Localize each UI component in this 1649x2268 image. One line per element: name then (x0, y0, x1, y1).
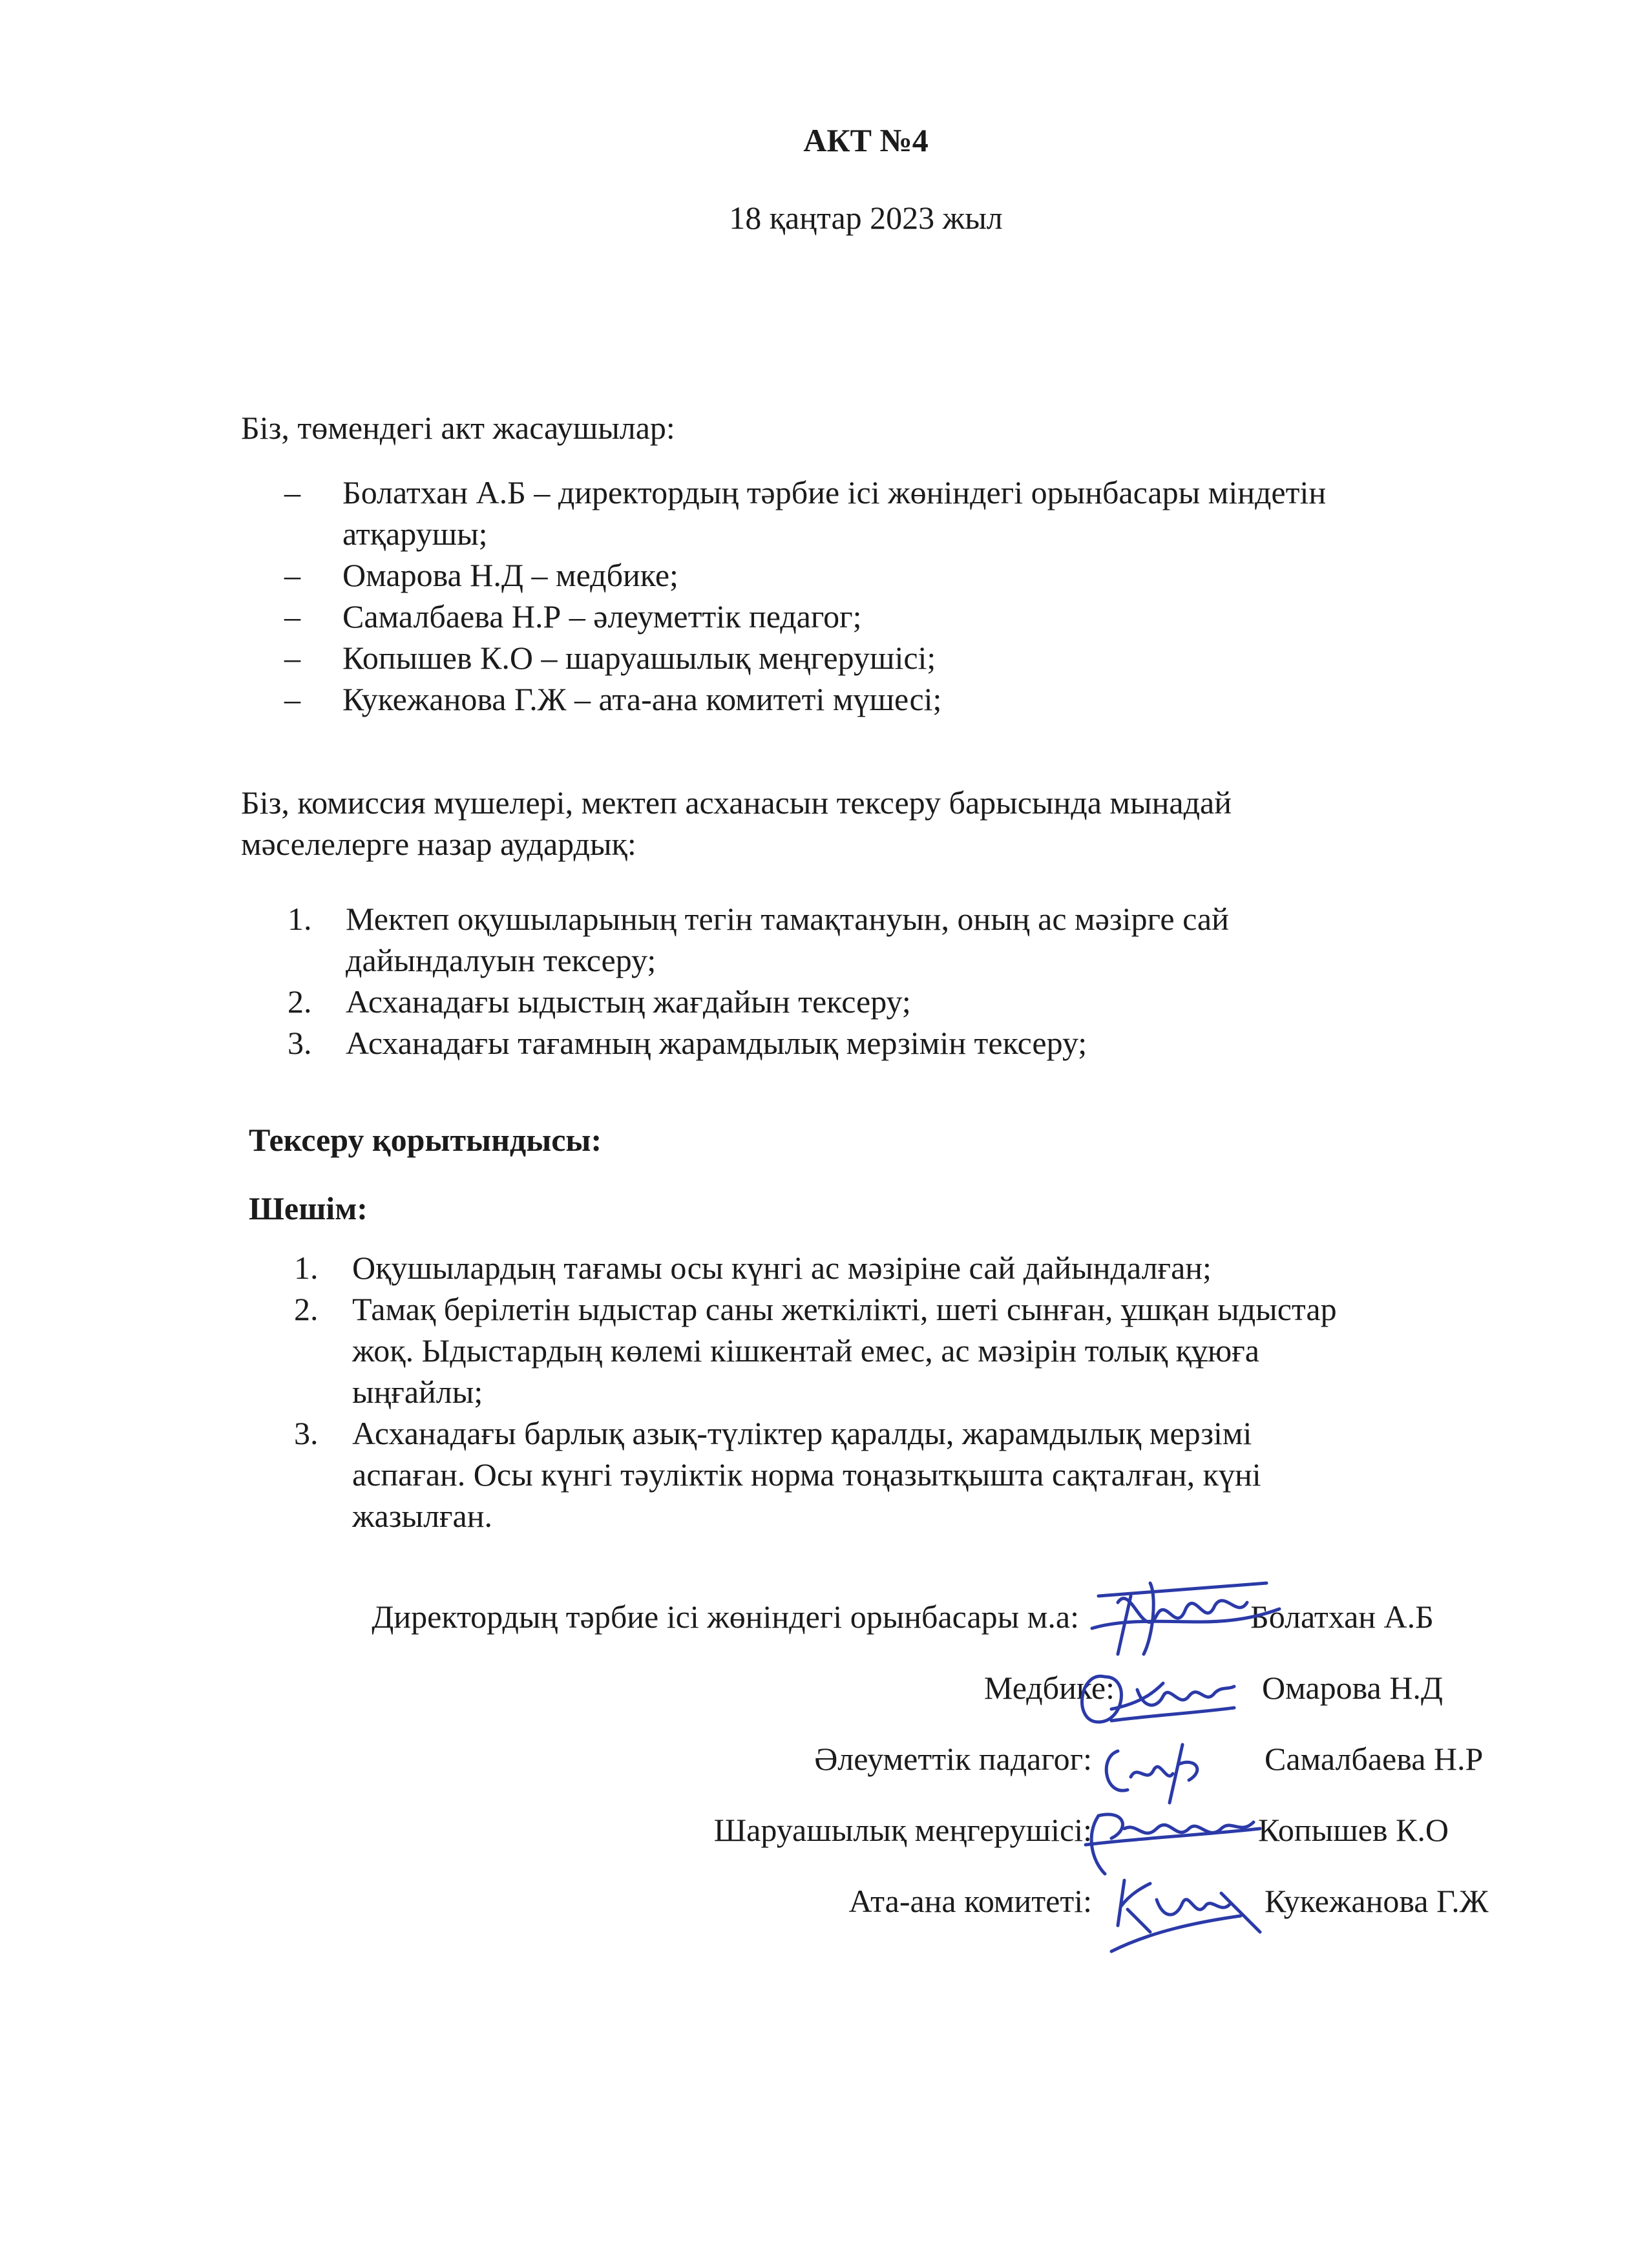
issue-item (288, 981, 1229, 1022)
signature-role-row (0, 1880, 1092, 1932)
signature-role-row (0, 1738, 1092, 1790)
issue-line: Асханадағы тағамның жарамдылық мерзімін тексеру; (346, 1025, 1087, 1061)
decisions-list (294, 1247, 1337, 1537)
signatory-name: Кукежанова Г.Ж (1265, 1883, 1489, 1919)
decision-item (294, 1247, 1337, 1288)
issue-line: дайындалуын тексеру; (346, 942, 656, 978)
decision-heading: Шешім: (249, 1190, 368, 1226)
member-item (284, 678, 1326, 720)
document-date: 18 қаңтар 2023 жыл (729, 200, 1003, 236)
issue-number: 1. (288, 901, 312, 937)
signatory-name: Омарова Н.Д (1262, 1670, 1443, 1706)
commission-line: мәселелерге назар аудардық: (241, 826, 636, 862)
issue-line: Асханадағы ыдыстың жағдайын тексеру; (346, 983, 911, 1020)
member-item (284, 472, 1326, 554)
member-line: Копышев К.О – шаруашылық меңгерушісі; (342, 640, 936, 676)
decision-number: 3. (294, 1415, 319, 1451)
signature-role: Әлеуметтік падагог: (814, 1741, 1092, 1777)
decision-number: 2. (294, 1291, 319, 1327)
members-list (284, 472, 1326, 720)
decision-line: ыңғайлы; (352, 1374, 483, 1410)
document-title: АКТ №4 (803, 122, 929, 158)
issues-list (288, 898, 1229, 1064)
signatory-name: Болатхан А.Б (1250, 1599, 1434, 1635)
signature-role: Ата-ана комитеті: (848, 1883, 1092, 1919)
decision-line: жазылған. (352, 1498, 492, 1534)
decision-line: аспаған. Осы күнгі тәуліктік норма тоңазытқышта сақталған, күні (352, 1456, 1261, 1493)
list-dash: – (284, 640, 300, 676)
signature-role: Шаруашылық меңгерушісі: (713, 1812, 1092, 1848)
list-dash: – (284, 598, 300, 635)
intro-text: Біз, төмендегі акт жасаушылар: (241, 410, 675, 446)
decision-item (294, 1412, 1337, 1537)
decision-line: Асханадағы барлық азық-түліктер қаралды, жарамдылық мерзімі (352, 1415, 1252, 1451)
signature-role: Директордың тәрбие ісі жөніндегі орынбасары м.а: (372, 1599, 1079, 1635)
signature-role-row (0, 1667, 1115, 1719)
signatory-name: Самалбаева Н.Р (1265, 1741, 1484, 1777)
decision-number: 1. (294, 1250, 319, 1286)
member-line: Омарова Н.Д – медбике; (342, 557, 678, 593)
results-heading: Тексеру қорытындысы: (249, 1122, 602, 1158)
list-dash: – (284, 557, 300, 593)
decision-line: жоқ. Ыдыстардың көлемі кішкентай емес, ас мәзірін толық құюға (352, 1332, 1259, 1369)
signatory-name: Копышев К.О (1258, 1812, 1449, 1848)
member-line: Самалбаева Н.Р – әлеуметтік педагог; (342, 598, 862, 635)
issue-item (288, 1022, 1229, 1064)
commission-text (241, 782, 1232, 865)
issue-number: 2. (288, 983, 312, 1020)
issue-number: 3. (288, 1025, 312, 1061)
signature-role-row (0, 1809, 1092, 1861)
member-item (284, 637, 1326, 678)
issue-line: Мектеп оқушыларының тегін тамақтануын, оның ас мәзірге сай (346, 901, 1229, 937)
decision-line: Оқушылардың тағамы осы күнгі ас мәзіріне сай дайындалған; (352, 1250, 1212, 1286)
member-line: атқарушы; (342, 516, 488, 552)
member-item (284, 554, 1326, 596)
member-item (284, 596, 1326, 637)
decision-line: Тамақ берілетін ыдыстар саны жеткілікті, шеті сынған, ұшқан ыдыстар (352, 1291, 1337, 1327)
signature-role: Медбике: (983, 1670, 1115, 1706)
member-line: Кукежанова Г.Ж – ата-ана комитеті мүшесі; (342, 681, 942, 717)
signature-mark-parent-committee (1092, 1854, 1292, 1964)
member-line: Болатхан А.Б – директордың тәрбие ісі жөніндегі орынбасары міндетін (342, 474, 1327, 510)
list-dash: – (284, 681, 300, 717)
list-dash: – (284, 474, 300, 510)
issue-item (288, 898, 1229, 981)
signature-role-row (0, 1596, 1079, 1648)
commission-line: Біз, комиссия мүшелері, мектеп асханасын тексеру барысында мынадай (241, 784, 1232, 821)
decision-item (294, 1288, 1337, 1412)
